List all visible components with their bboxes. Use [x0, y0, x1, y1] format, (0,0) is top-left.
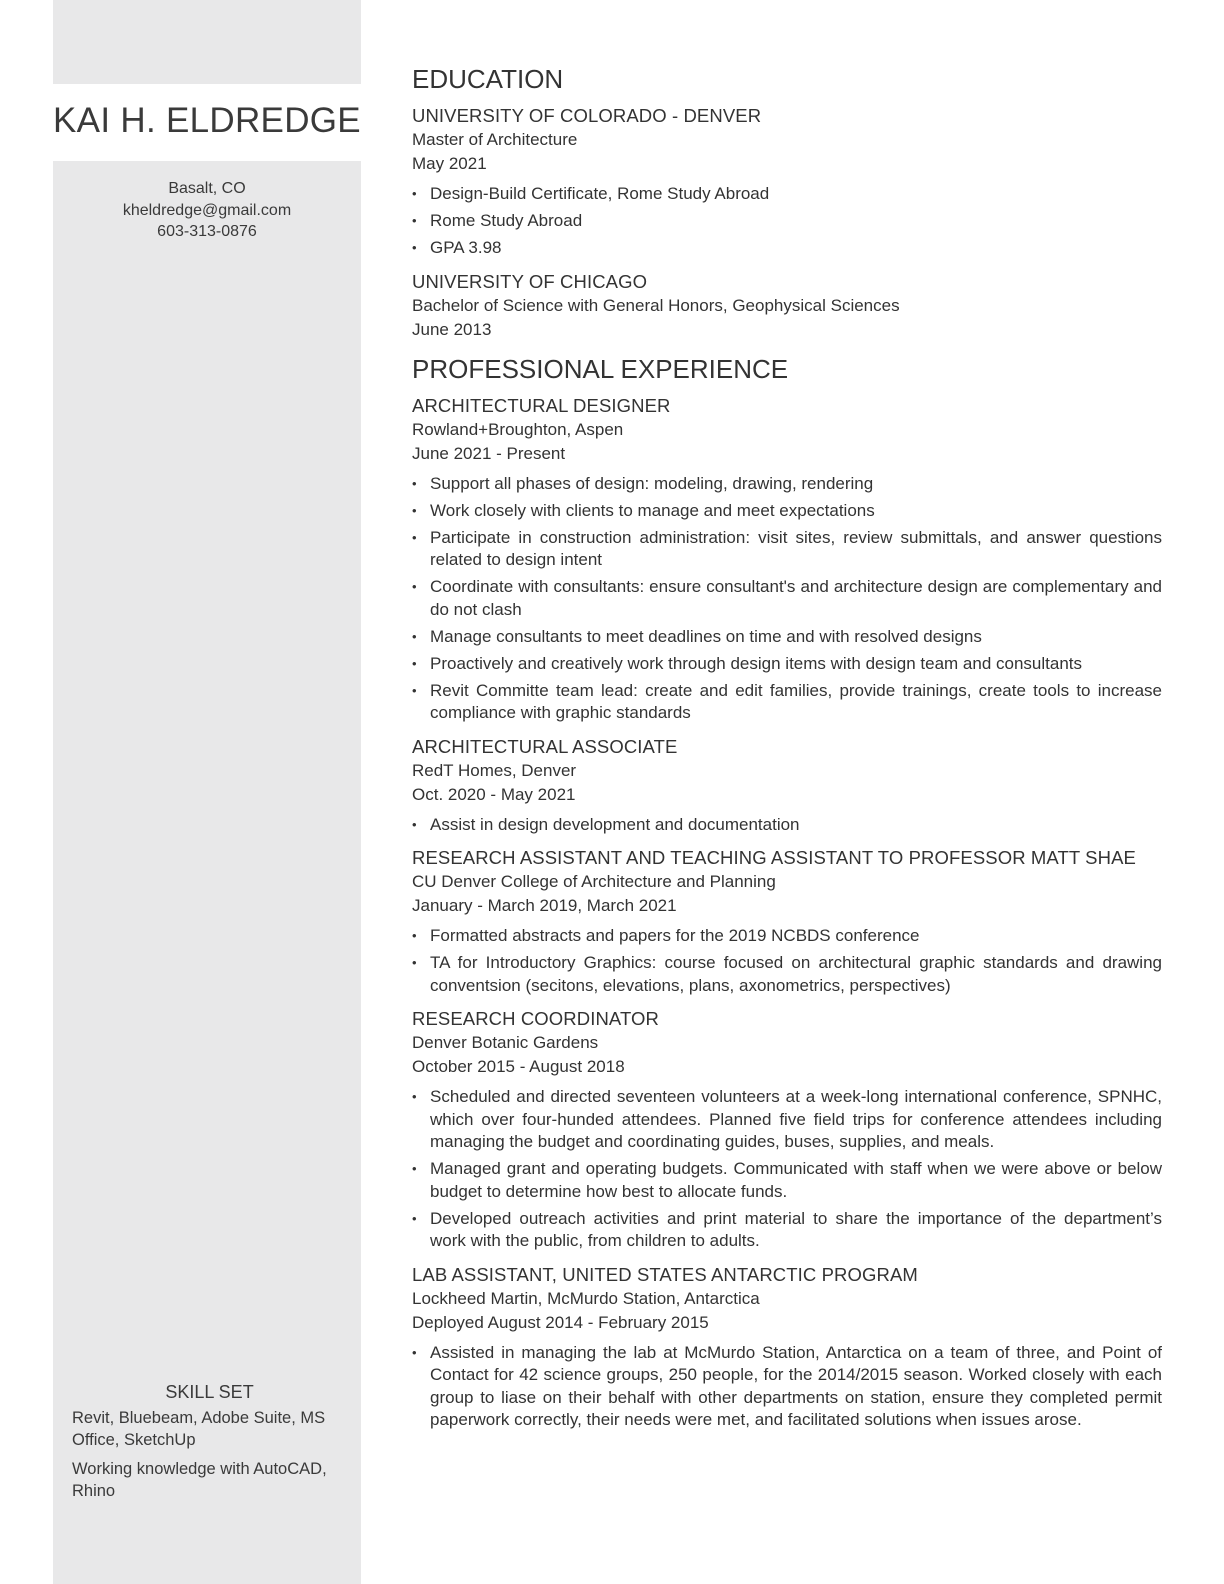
- bullet-item: • Formatted abstracts and papers for the 2019 NCBDS conference: [412, 925, 1162, 948]
- date: June 2021 - Present: [412, 443, 566, 463]
- date: Deployed August 2014 - February 2015: [412, 1312, 709, 1332]
- date: June 2013: [412, 319, 492, 339]
- bullet-item: • GPA 3.98: [412, 237, 1162, 260]
- contact-info: [53, 178, 361, 243]
- education-heading: EDUCATION: [412, 64, 564, 94]
- contact-location: Basalt, CO: [168, 180, 246, 197]
- bullet-item: • Coordinate with consultants: ensure consultant's and architecture design are complementary and do not clash: [412, 576, 1162, 621]
- employer: Rowland+Broughton, Aspen: [412, 419, 624, 439]
- bullet-list: [412, 814, 1162, 837]
- experience-entry: [412, 846, 1162, 997]
- contact-phone: 603-313-0876: [157, 223, 257, 240]
- bullet-item: • Participate in construction administration: visit sites, review submittals, and answer questions related to design intent: [412, 527, 1162, 572]
- experience-entry: [412, 1263, 1162, 1432]
- job-title: ARCHITECTURAL DESIGNER: [412, 394, 671, 416]
- skills-section: [72, 1381, 347, 1509]
- bullet-item: • Design-Build Certificate, Rome Study Abroad: [412, 183, 1162, 206]
- degree: Bachelor of Science with General Honors, Geophysical Sciences: [412, 295, 900, 315]
- date: October 2015 - August 2018: [412, 1057, 625, 1076]
- employer: Denver Botanic Gardens: [412, 1033, 599, 1052]
- employer: Lockheed Martin, McMurdo Station, Antarctica: [412, 1288, 760, 1308]
- experience-entry: [412, 1007, 1162, 1253]
- bullet-item: • Developed outreach activities and print material to share the importance of the department’s work with the public, from children to adults.: [412, 1208, 1162, 1253]
- date: January - March 2019, March 2021: [412, 896, 677, 915]
- sidebar-panel: [53, 161, 361, 1584]
- education-section: [412, 62, 1162, 342]
- bullet-list: [412, 183, 1162, 260]
- date: May 2021: [412, 154, 487, 173]
- bullet-item: • Assist in design development and documentation: [412, 814, 1162, 837]
- bullet-item: • TA for Introductory Graphics: course focused on architectural graphic standards and drawing conventsion (secitons, elevations, plans, axonometrics, perspectives): [412, 952, 1162, 997]
- bullet-list: [412, 925, 1162, 997]
- employer: RedT Homes, Denver: [412, 760, 577, 780]
- bullet-item: • Support all phases of design: modeling, drawing, rendering: [412, 473, 1162, 496]
- job-title: LAB ASSISTANT, UNITED STATES ANTARCTIC PROGRAM: [412, 1263, 918, 1285]
- sidebar-header-block: [53, 0, 361, 84]
- contact-email: kheldredge@gmail.com: [122, 201, 292, 219]
- skills-heading: SKILL SET: [165, 1382, 254, 1402]
- experience-section: [412, 352, 1162, 1432]
- bullet-item: • Revit Committe team lead: create and edit families, provide trainings, create tools to increase compliance with graphic standards: [412, 680, 1162, 725]
- degree: Master of Architecture: [412, 130, 578, 149]
- bullet-item: • Work closely with clients to manage and meet expectations: [412, 500, 1162, 523]
- bullet-item: • Rome Study Abroad: [412, 210, 1162, 233]
- candidate-name: KAI H. ELDREDGE: [53, 101, 361, 140]
- experience-entry: [412, 394, 1162, 725]
- bullet-item: • Managed grant and operating budgets. Communicated with staff when we were above or below budget to determine how best to allocate funds.: [412, 1158, 1162, 1203]
- bullet-list: [412, 1342, 1162, 1432]
- bullet-item: • Assisted in managing the lab at McMurdo Station, Antarctica on a team of three, and Point of Contact for 42 science groups, 250 people, for the 2014/2015 season. Worked closely with each group to liase on their behalf with other departments on station, ensure they completed permit paperwork correctly, their needs were met, and facilitated solutions when issues arose.: [412, 1342, 1162, 1432]
- education-entry: [412, 104, 1162, 260]
- bullet-list: [412, 473, 1162, 725]
- main-content: [412, 62, 1162, 1442]
- job-title: RESEARCH ASSISTANT AND TEACHING ASSISTANT TO PROFESSOR MATT SHAE: [412, 847, 1136, 868]
- date: Oct. 2020 - May 2021: [412, 784, 576, 804]
- skills-item: Revit, Bluebeam, Adobe Suite, MS Office, SketchUp: [72, 1409, 326, 1449]
- school-name: UNIVERSITY OF COLORADO - DENVER: [412, 105, 762, 126]
- bullet-item: • Scheduled and directed seventeen volunteers at a week-long international conference, SPNHC, which over four-hunded attendees. Planned five field trips for conference attendees including managing the budget and coordinating guides, buses, supplies, and meals.: [412, 1086, 1162, 1154]
- school-name: UNIVERSITY OF CHICAGO: [412, 270, 648, 292]
- job-title: ARCHITECTURAL ASSOCIATE: [412, 735, 678, 757]
- education-entry: [412, 270, 1162, 342]
- experience-entry: [412, 735, 1162, 837]
- employer: CU Denver College of Architecture and Planning: [412, 872, 776, 891]
- bullet-item: • Proactively and creatively work through design items with design team and consultants: [412, 653, 1162, 676]
- skills-item: Working knowledge with AutoCAD, Rhino: [72, 1460, 327, 1500]
- bullet-item: • Manage consultants to meet deadlines on time and with resolved designs: [412, 626, 1162, 649]
- job-title: RESEARCH COORDINATOR: [412, 1008, 659, 1029]
- experience-heading: PROFESSIONAL EXPERIENCE: [412, 353, 789, 384]
- bullet-list: [412, 1086, 1162, 1253]
